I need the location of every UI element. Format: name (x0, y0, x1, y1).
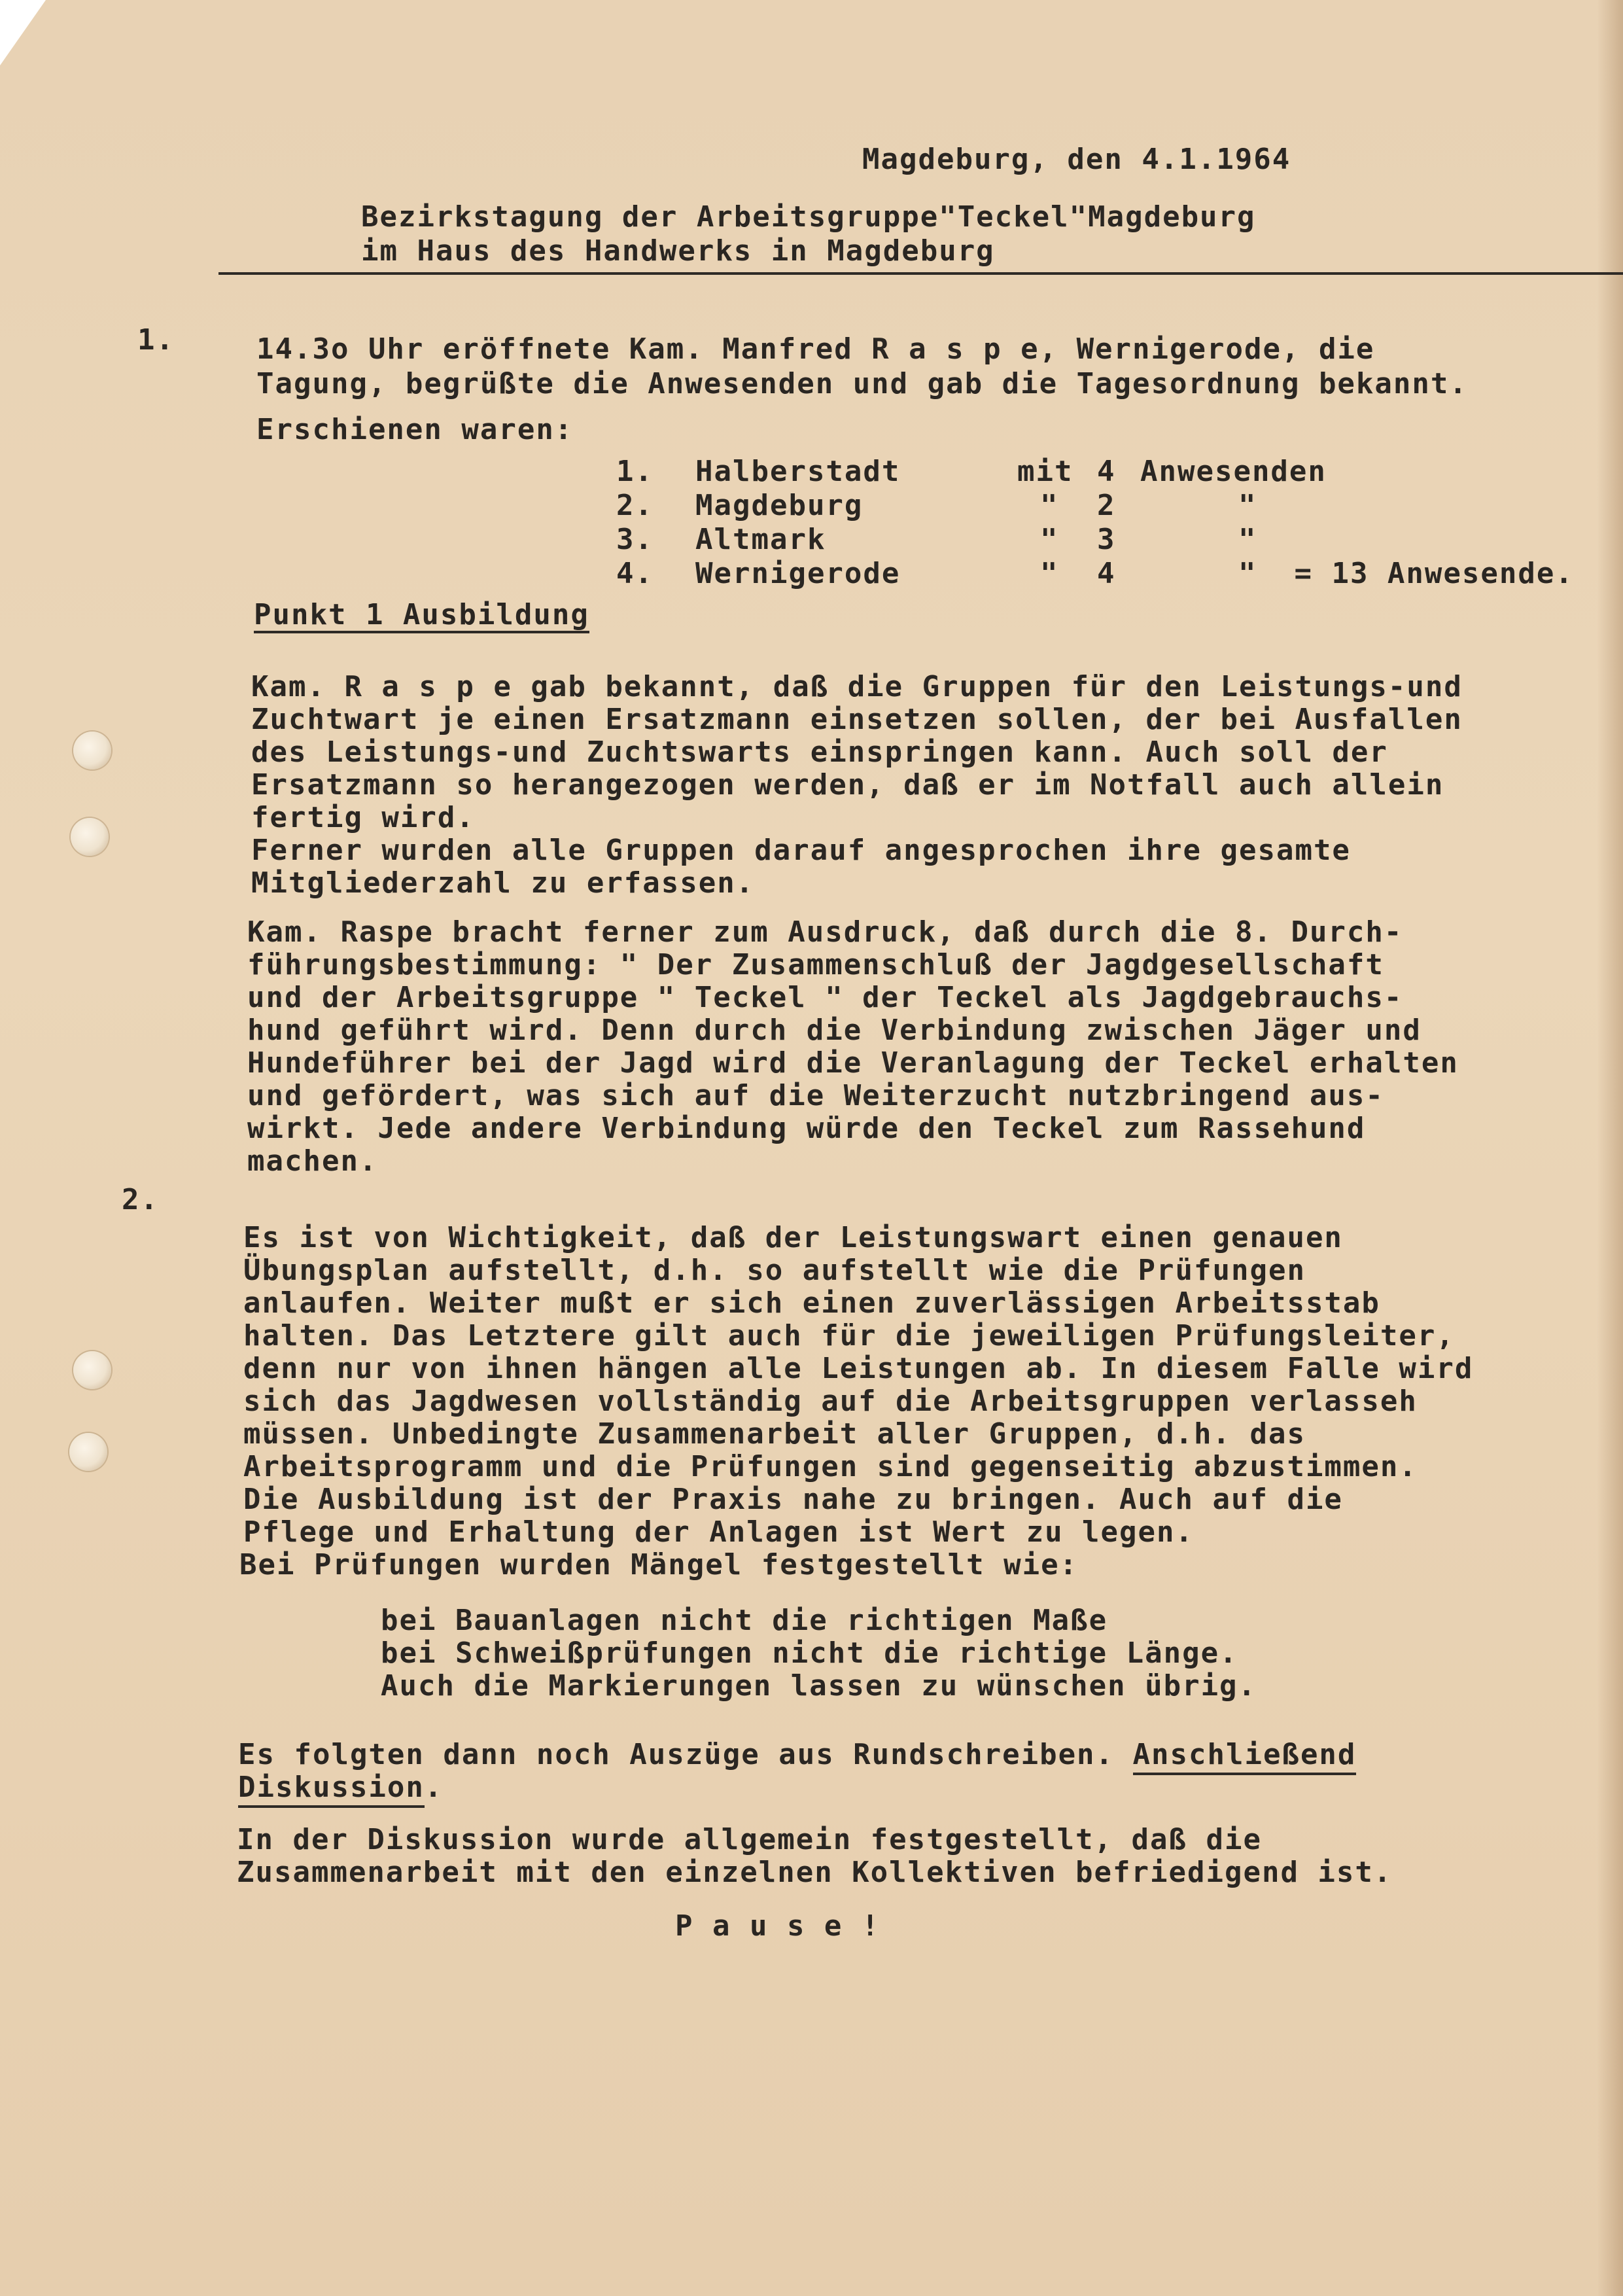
attendance-post: " = 13 Anwesende. (1238, 557, 1574, 590)
paragraph-1-line: fertig wird. (251, 801, 475, 834)
margin-number-2: 2. (122, 1183, 159, 1216)
attendance-place: Magdeburg (695, 489, 864, 522)
anschliessend-underlined: Anschließend (1133, 1738, 1357, 1775)
attendance-post: " (1238, 489, 1257, 522)
attendance-pre: " (1040, 489, 1059, 522)
attendance-count: 4 (1097, 455, 1116, 488)
paragraph-3-line: Die Ausbildung ist der Praxis nahe zu bringen. Auch auf die (243, 1483, 1343, 1516)
paragraph-3-line: müssen. Unbedingte Zusammenarbeit aller Gruppen, d.h. das (243, 1417, 1306, 1451)
paragraph-2-line: Hundeführer bei der Jagd wird die Veranlagung der Teckel erhalten (247, 1046, 1459, 1080)
attendance-post: " (1238, 523, 1257, 556)
paragraph-3-line: Übungsplan aufstellt, d.h. so aufstellt wie die Prüfungen (243, 1254, 1306, 1287)
margin-number-1: 1. (137, 323, 175, 357)
paragraph-3-line: anlaufen. Weiter mußt er sich einen zuverlässigen Arbeitsstab (243, 1286, 1380, 1320)
paragraph-2-line: und der Arbeitsgruppe " Teckel " der Teckel als Jagdgebrauchs- (247, 981, 1403, 1014)
attendance-row (0, 455, 1623, 487)
paragraph-1-line: Ferner wurden alle Gruppen darauf angesprochen ihre gesamte (251, 834, 1351, 867)
paragraph-2-line: und gefördert, was sich auf die Weiterzucht nutzbringend aus- (247, 1079, 1384, 1112)
attendance-pre: " (1040, 557, 1059, 590)
attendance-place: Halberstadt (695, 455, 901, 488)
attendance-pre: mit (1017, 455, 1073, 488)
paragraph-1-line: Zuchtwart je einen Ersatzmann einsetzen sollen, der bei Ausfallen (251, 703, 1463, 736)
paragraph-2-line: hund geführt wird. Denn durch die Verbindung zwischen Jäger und (247, 1014, 1422, 1047)
attendance-row (0, 489, 1623, 521)
diskussion-underlined: Diskussion (238, 1771, 425, 1808)
paragraph-1-line: Ersatzmann so herangezogen werden, daß er im Notfall auch allein (251, 768, 1444, 802)
date-line: Magdeburg, den 4.1.1964 (862, 143, 1291, 176)
paragraph-1-line: des Leistungs-und Zuchtswarts einspringen kann. Auch soll der (251, 735, 1388, 769)
attendance-place: Wernigerode (695, 557, 901, 590)
attendance-count: 3 (1097, 523, 1116, 556)
paragraph-3-line: Es ist von Wichtigkeit, daß der Leistungswart einen genauen (243, 1221, 1343, 1254)
attendance-number: 3. (616, 523, 654, 556)
attendance-row (0, 557, 1623, 590)
paragraph-3-line: denn nur von ihnen hängen alle Leistungen ab. In diesem Falle wird (243, 1352, 1474, 1385)
paper-edge-shadow (1597, 0, 1623, 2296)
title-line-2: im Haus des Handwerks in Magdeburg (361, 234, 995, 268)
defect-item: Auch die Markierungen lassen zu wünschen übrig. (381, 1669, 1257, 1703)
paragraph-2-line: wirkt. Jede andere Verbindung würde den Teckel zum Rassehund (247, 1112, 1366, 1145)
attendance-row (0, 523, 1623, 556)
attendance-post: Anwesenden (1140, 455, 1327, 488)
paragraph-3-line: Arbeitsprogramm und die Prüfungen sind gegenseitig abzustimmen. (243, 1450, 1418, 1483)
punch-hole (73, 1351, 111, 1389)
punch-hole (69, 1433, 107, 1471)
paragraph-1-line: Kam. R a s p e gab bekannt, daß die Gruppen für den Leistungs-und (251, 670, 1463, 703)
paragraph-3-line: halten. Das Letztere gilt auch für die jeweiligen Prüfungsleiter, (243, 1319, 1455, 1352)
attendance-place: Altmark (695, 523, 826, 556)
followed-period: . (424, 1771, 444, 1804)
attendance-number: 1. (616, 455, 654, 488)
discussion-line: Zusammenarbeit mit den einzelnen Kollektiven befriedigend ist. (237, 1856, 1393, 1889)
attendance-number: 2. (616, 489, 654, 522)
attendance-number: 4. (616, 557, 654, 590)
paragraph-2-line: machen. (247, 1144, 378, 1178)
paragraph-3-line: Bei Prüfungen wurden Mängel festgestellt wie: (239, 1548, 1079, 1581)
discussion-line: In der Diskussion wurde allgemein festgestellt, daß die (237, 1823, 1262, 1856)
defect-item: bei Bauanlagen nicht die richtigen Maße (381, 1604, 1108, 1637)
title-line-1: Bezirkstagung der Arbeitsgruppe"Teckel"Magdeburg (361, 200, 1256, 234)
punch-hole (73, 732, 111, 769)
opening-line-2: Tagung, begrüßte die Anwesenden und gab die Tagesordnung bekannt. (256, 367, 1468, 400)
paragraph-2-line: Kam. Raspe bracht ferner zum Ausdruck, daß durch die 8. Durch- (247, 915, 1403, 949)
attendance-pre: " (1040, 523, 1059, 556)
defect-item: bei Schweißprüfungen nicht die richtige Länge. (381, 1636, 1238, 1670)
paragraph-3-line: sich das Jagdwesen vollständig auf die Arbeitsgruppen verlasseh (243, 1385, 1418, 1418)
opening-line-3: Erschienen waren: (256, 413, 574, 446)
paragraph-1-line: Mitgliederzahl zu erfassen. (251, 866, 755, 900)
followed-line-1 (238, 1740, 1356, 1769)
opening-line-1: 14.3o Uhr eröffnete Kam. Manfred R a s p e, Wernigerode, die (256, 332, 1375, 366)
followed-line-2 (238, 1773, 443, 1802)
attendance-count: 4 (1097, 557, 1116, 590)
paragraph-2-line: führungsbestimmung: " Der Zusammenschluß der Jagdgesellschaft (247, 948, 1384, 981)
followed-text: Es folgten dann noch Auszüge aus Rundschreiben. (238, 1738, 1133, 1771)
section-heading-punkt-1: Punkt 1 Ausbildung (254, 601, 589, 633)
paragraph-3-line: Pflege und Erhaltung der Anlagen ist Wert zu legen. (243, 1515, 1195, 1549)
attendance-count: 2 (1097, 489, 1116, 522)
punch-hole (71, 818, 109, 856)
header-rule (218, 272, 1623, 275)
pause-text: P a u s e ! (675, 1909, 881, 1943)
